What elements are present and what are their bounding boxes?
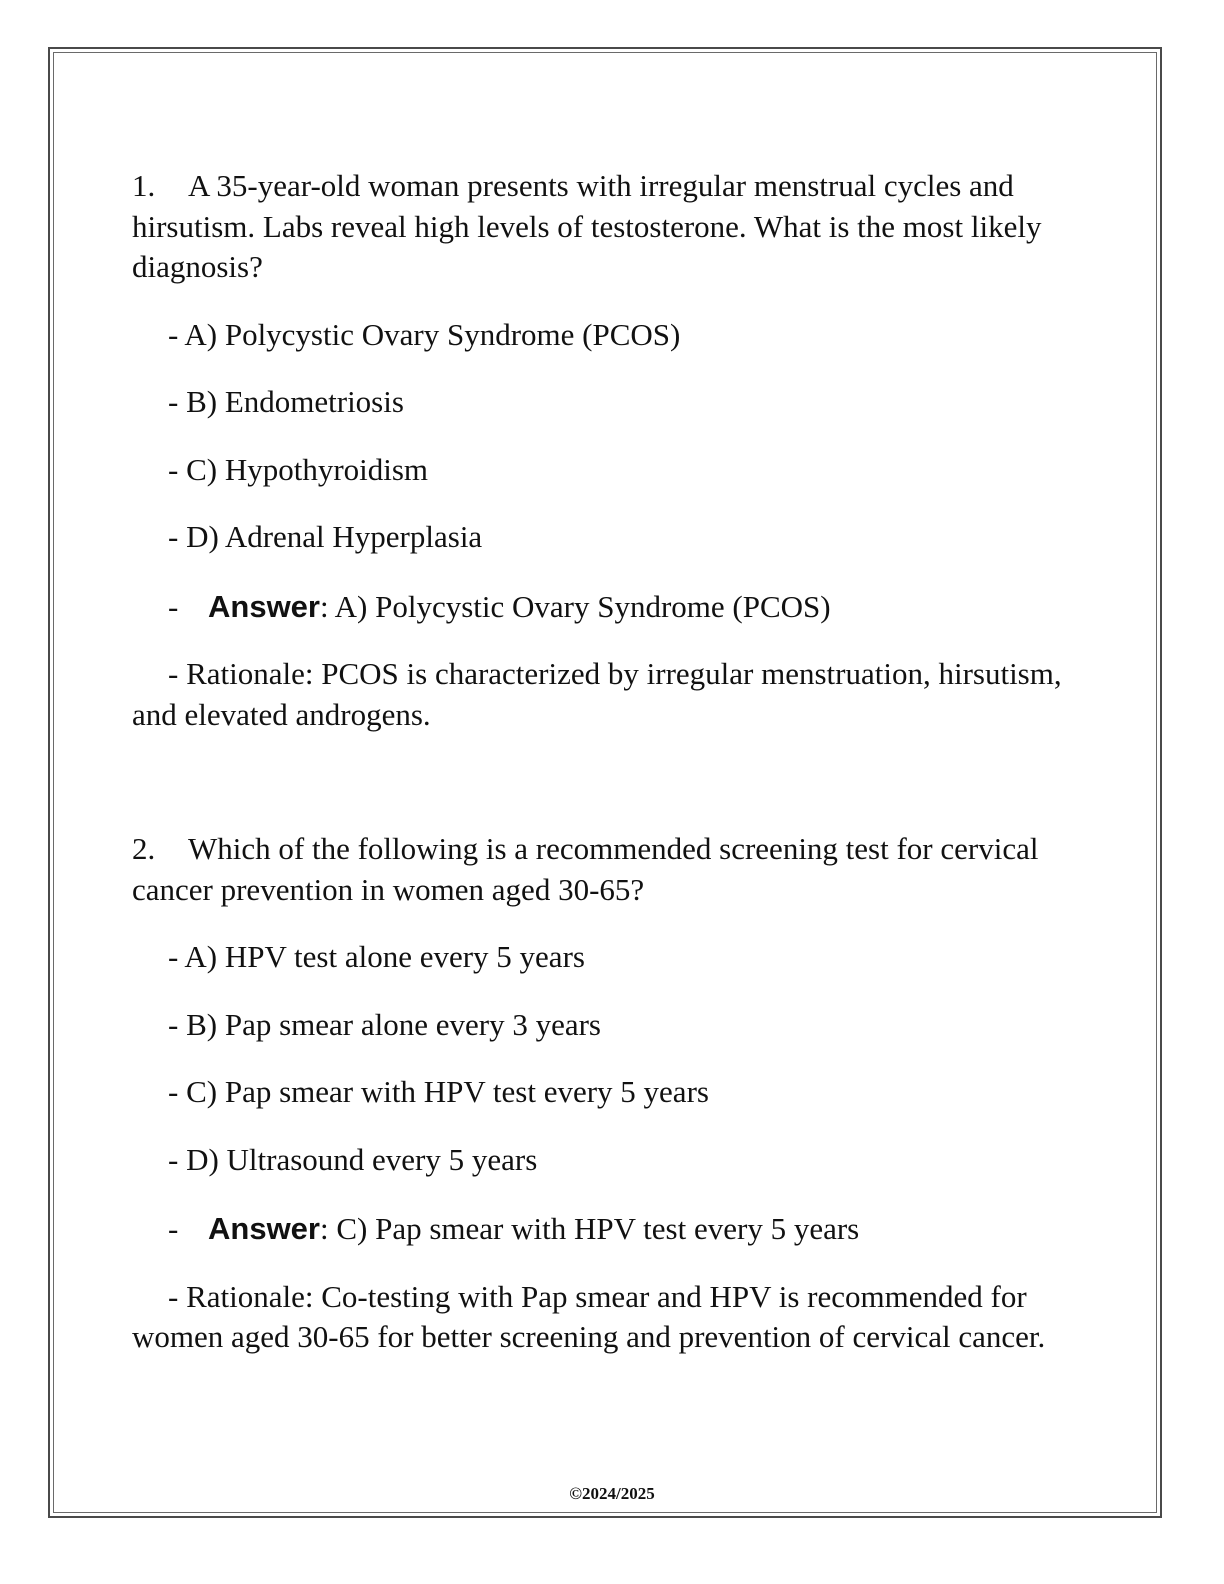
rationale: - Rationale: PCOS is characterized by irregular menstruation, hirsutism, and elevated androgens. (132, 656, 1062, 732)
option-b: - B) Pap smear alone every 3 years (168, 1006, 601, 1042)
answer-label: Answer (208, 1211, 320, 1246)
answer-text: : A) Polycystic Ovary Syndrome (PCOS) (319, 588, 831, 624)
copyright-footer: ©2024/2025 (569, 1484, 655, 1503)
question-number: 1. (132, 168, 156, 203)
answer-text: : C) Pap smear with HPV test every 5 years (319, 1211, 860, 1246)
question-block-2 (132, 829, 1072, 1358)
answer-label: Answer (208, 588, 320, 624)
question-text: A 35-year-old woman presents with irregular menstrual cycles and hirsutism. Labs reveal high levels of testosterone. What is the most likely diagnosis? (132, 168, 1042, 284)
document-content (132, 166, 1072, 1358)
option-d: - D) Ultrasound every 5 years (168, 1141, 538, 1177)
option-a: - A) Polycystic Ovary Syndrome (PCOS) (168, 316, 681, 352)
option-a: - A) HPV test alone every 5 years (168, 939, 585, 974)
answer-line (132, 1209, 1072, 1250)
question-text: Which of the following is a recommended screening test for cervical cancer prevention in women aged 30-65? (132, 831, 1039, 907)
question-number: 2. (132, 831, 156, 866)
answer-line (132, 587, 1072, 628)
option-c: - C) Pap smear with HPV test every 5 years (168, 1074, 709, 1109)
answer-dash: - (168, 1211, 179, 1246)
option-c: - C) Hypothyroidism (168, 451, 429, 487)
option-b: - B) Endometriosis (168, 384, 404, 419)
answer-dash: - (168, 588, 179, 624)
question-stem (132, 829, 1072, 910)
rationale: - Rationale: Co-testing with Pap smear and HPV is recommended for women aged 30-65 for better screening and prevention of cervical cancer. (132, 1278, 1046, 1354)
question-block-1 (132, 166, 1072, 735)
option-d: - D) Adrenal Hyperplasia (168, 519, 483, 554)
question-stem (132, 166, 1072, 288)
